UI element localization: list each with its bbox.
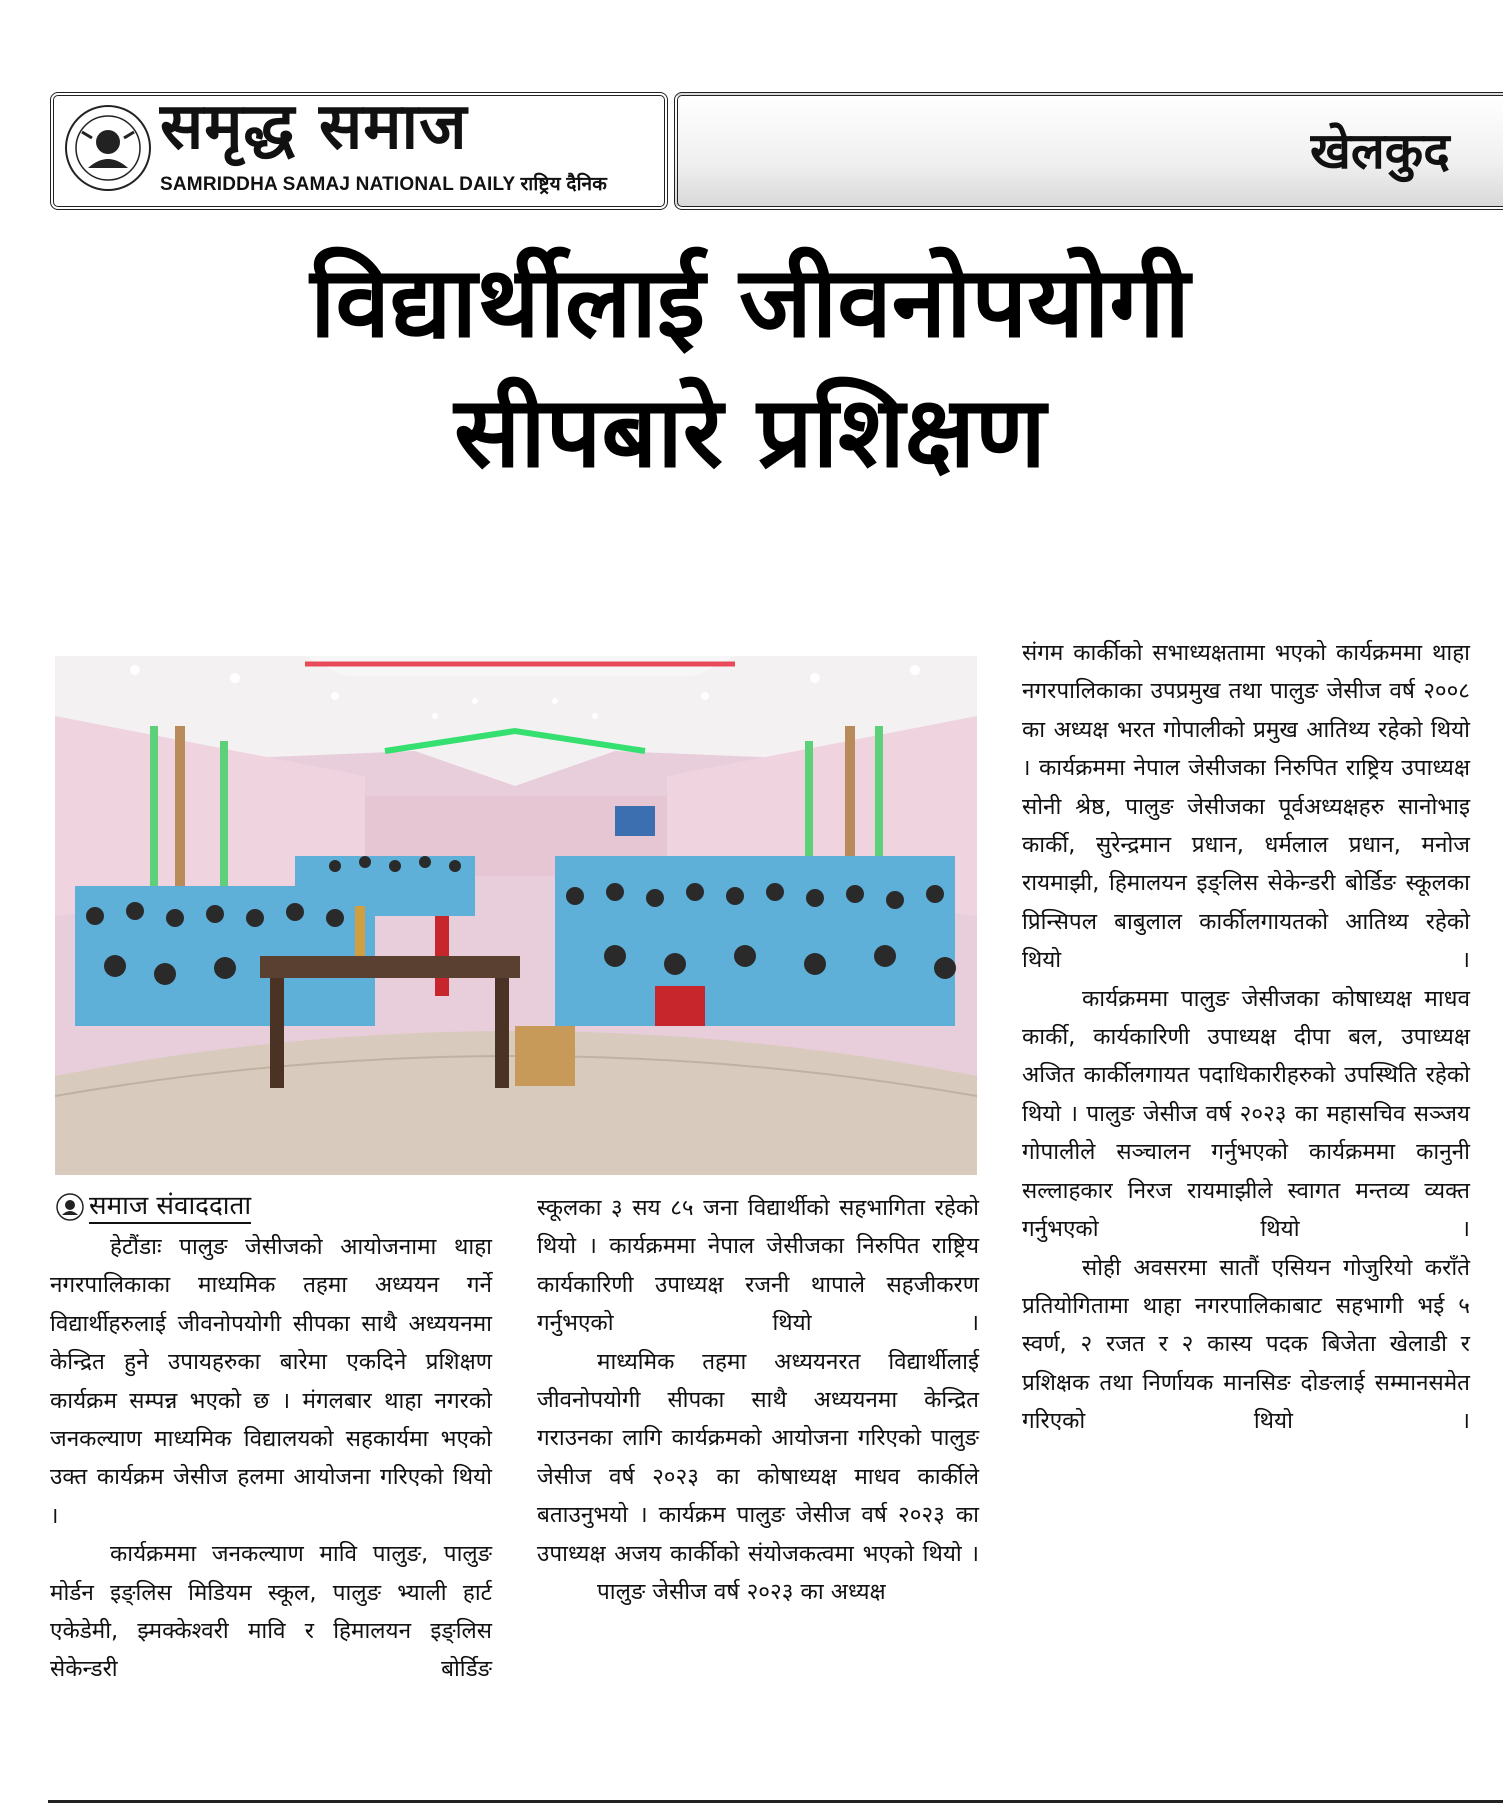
bottom-rule — [48, 1800, 1503, 1803]
newspaper-tagline: SAMRIDDHA SAMAJ NATIONAL DAILY राष्ट्रिय दैनिक — [160, 174, 608, 195]
article-paragraph: पालुङ जेसीज वर्ष २०२३ का अध्यक्ष — [597, 1579, 886, 1606]
section-label: खेलकुद — [1310, 122, 1450, 180]
newspaper-seal-icon — [62, 102, 154, 194]
headline-line-2: सीपबारे प्रशिक्षण — [454, 376, 1046, 490]
article-column-2 — [537, 1189, 979, 1611]
headline — [50, 238, 1450, 498]
article-paragraph: हेटौंडाः पालुङ जेसीजको आयोजनामा थाहा नगरपालिकाका माध्यमिक तहमा अध्ययन गर्ने विद्यार्थीहरुलाई जीवनोपयोगी सीपका साथै अध्ययनमा केन्द्रित हुने उपायहरुका बारेमा एकदिने प्रशिक्षण कार्यक्रम सम्पन्न भएको छ । मंगलबार थाहा नगरको जनकल्याण माध्यमिक विद्यालयको सहकार्यमा भएको उक्त कार्यक्रम जेसीज हलमा आयोजना गरिएको थियो । — [50, 1234, 492, 1529]
newspaper-seal-icon — [55, 1192, 85, 1222]
byline — [55, 1190, 355, 1224]
article-paragraph: कार्यक्रममा पालुङ जेसीजका कोषाध्यक्ष माधव कार्की, कार्यकारिणी उपाध्यक्ष दीपा बल, उपाध्यक्ष अजित कार्कीलगायत पदाधिकारीहरुको उपस्थिति रहेको थियो । पालुङ जेसीज वर्ष २०२३ का महासचिव सञ्जय गोपालीले सञ्चालन गर्नुभएको कार्यक्रममा कानुनी सल्लाहकार निरज रायमाझीले स्वागत मन्तव्य व्यक्त गर्नुभएको थियो । — [1022, 985, 1470, 1243]
article-paragraph: सोही अवसरमा सातौं एसियन गोजुरियो कराँते प्रतियोगितामा थाहा नगरपालिकाबाट सहभागी भई ५ स्वर्ण, २ रजत र २ कास्य पदक बिजेता खेलाडी र प्रशिक्षक तथा निर्णायक मानसिङ दोङलाई सम्मानसमेत गरिएको थियो । — [1022, 1254, 1470, 1435]
article-column-1 — [50, 1228, 492, 1689]
article-paragraph: कार्यक्रममा जनकल्याण मावि पालुङ, पालुङ मोर्डन इङ्लिस मिडियम स्कूल, पालुङ भ्याली हार्ट एकेडेमी, झ्मक्केश्वरी मावि र हिमालयन इङ्लिस सेकेन्डरी बोर्डिङ — [50, 1541, 492, 1683]
byline-author: समाज संवाददाता — [89, 1190, 251, 1224]
newspaper-name: समृद्ध समाज — [160, 90, 468, 164]
headline-line-1: विद्यार्थीलाई जीवनोपयोगी — [310, 246, 1190, 360]
article-paragraph: संगम कार्कीको सभाध्यक्षतामा भएको कार्यक्रममा थाहा नगरपालिकाका उपप्रमुख तथा पालुङ जेसीज वर्ष २००८ का अध्यक्ष भरत गोपालीको प्रमुख आतिथ्य रहेको थियो । कार्यक्रममा नेपाल जेसीजका निरुपित राष्ट्रिय उपाध्यक्ष सोनी श्रेष्ठ, पालुङ जेसीजका पूर्वअध्यक्षहरु सानोभाइ कार्की, सुरेन्द्रमान प्रधान, धर्मलाल प्रधान, मनोज रायमाझी, हिमालयन इङ्लिस सेकेन्डरी बोर्डिङ स्कूलका प्रिन्सिपल बाबुलाल कार्कीलगायतको आतिथ्य रहेको थियो । — [1022, 640, 1470, 974]
event-photo — [55, 656, 977, 1175]
article-column-3 — [1022, 634, 1470, 1441]
article-paragraph: माध्यमिक तहमा अध्ययनरत विद्यार्थीलाई जीवनोपयोगी सीपका साथै अध्ययनमा केन्द्रित गराउनका लागि कार्यक्रमको आयोजना गरिएको पालुङ जेसीज वर्ष २०२३ का कोषाध्यक्ष माधव कार्कीले बताउनुभयो । कार्यक्रम पालुङ जेसीज वर्ष २०२३ का उपाध्यक्ष अजय कार्कीको संयोजकत्वमा भएको थियो । — [537, 1348, 979, 1567]
article-paragraph: स्कूलका ३ सय ८५ जना विद्यार्थीको सहभागिता रहेको थियो । कार्यक्रममा नेपाल जेसीजका निरुपित राष्ट्रिय कार्यकारिणी उपाध्यक्ष रजनी थापाले सहजीकरण गर्नुभएको थियो । — [537, 1195, 979, 1337]
